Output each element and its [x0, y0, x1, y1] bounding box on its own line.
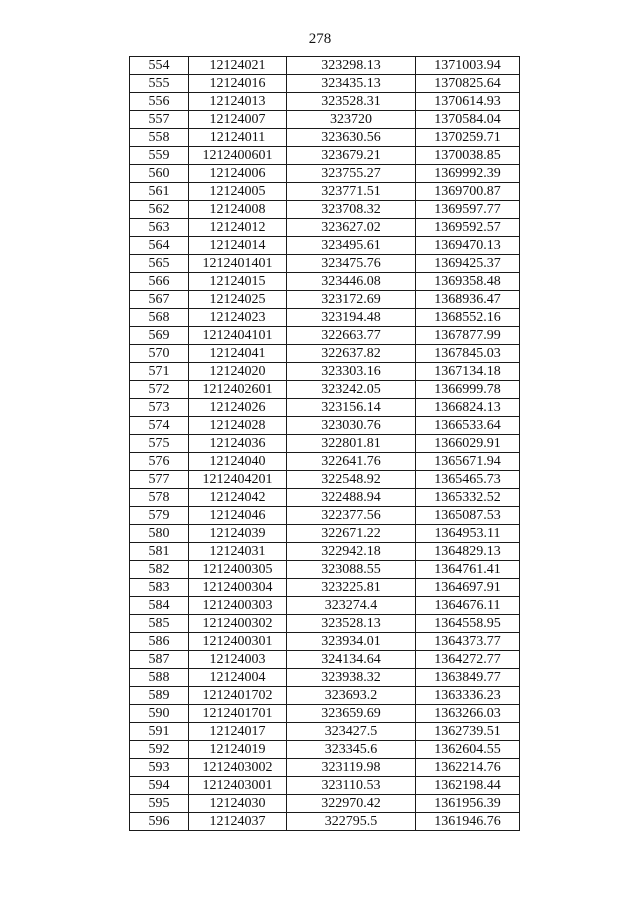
x-coordinate-cell: 323088.55	[287, 561, 416, 579]
point-id-cell: 12124005	[189, 183, 287, 201]
row-number-cell: 580	[130, 525, 189, 543]
x-coordinate-cell: 323771.51	[287, 183, 416, 201]
table-row	[130, 579, 520, 597]
y-coordinate-cell: 1364953.11	[416, 525, 520, 543]
x-coordinate-cell: 323172.69	[287, 291, 416, 309]
x-coordinate-cell: 323693.2	[287, 687, 416, 705]
y-coordinate-cell: 1363849.77	[416, 669, 520, 687]
point-id-cell: 12124012	[189, 219, 287, 237]
table-row	[130, 651, 520, 669]
point-id-cell: 1212403002	[189, 759, 287, 777]
row-number-cell: 583	[130, 579, 189, 597]
point-id-cell: 12124020	[189, 363, 287, 381]
x-coordinate-cell: 323495.61	[287, 237, 416, 255]
y-coordinate-cell: 1362604.55	[416, 741, 520, 759]
x-coordinate-cell: 322377.56	[287, 507, 416, 525]
x-coordinate-cell: 322637.82	[287, 345, 416, 363]
page-number: 278	[308, 31, 332, 47]
y-coordinate-cell: 1369597.77	[416, 201, 520, 219]
point-id-cell: 12124046	[189, 507, 287, 525]
y-coordinate-cell: 1363266.03	[416, 705, 520, 723]
y-coordinate-cell: 1369425.37	[416, 255, 520, 273]
point-id-cell: 12124039	[189, 525, 287, 543]
x-coordinate-cell: 323194.48	[287, 309, 416, 327]
point-id-cell: 12124015	[189, 273, 287, 291]
table-row	[130, 597, 520, 615]
y-coordinate-cell: 1368552.16	[416, 309, 520, 327]
y-coordinate-cell: 1362214.76	[416, 759, 520, 777]
x-coordinate-cell: 323755.27	[287, 165, 416, 183]
row-number-cell: 562	[130, 201, 189, 219]
point-id-cell: 1212404101	[189, 327, 287, 345]
y-coordinate-cell: 1369992.39	[416, 165, 520, 183]
x-coordinate-cell: 323119.98	[287, 759, 416, 777]
table-row	[130, 57, 520, 75]
point-id-cell: 1212400303	[189, 597, 287, 615]
point-id-cell: 1212400304	[189, 579, 287, 597]
y-coordinate-cell: 1367134.18	[416, 363, 520, 381]
table-row	[130, 759, 520, 777]
table-row	[130, 813, 520, 831]
row-number-cell: 582	[130, 561, 189, 579]
table-row	[130, 345, 520, 363]
point-id-cell: 12124040	[189, 453, 287, 471]
x-coordinate-cell: 322970.42	[287, 795, 416, 813]
x-coordinate-cell: 322641.76	[287, 453, 416, 471]
y-coordinate-cell: 1371003.94	[416, 57, 520, 75]
x-coordinate-cell: 322671.22	[287, 525, 416, 543]
row-number-cell: 559	[130, 147, 189, 165]
y-coordinate-cell: 1368936.47	[416, 291, 520, 309]
y-coordinate-cell: 1370825.64	[416, 75, 520, 93]
y-coordinate-cell: 1364676.11	[416, 597, 520, 615]
x-coordinate-cell: 324134.64	[287, 651, 416, 669]
y-coordinate-cell: 1369592.57	[416, 219, 520, 237]
y-coordinate-cell: 1362198.44	[416, 777, 520, 795]
y-coordinate-cell: 1370038.85	[416, 147, 520, 165]
point-id-cell: 12124037	[189, 813, 287, 831]
table-row	[130, 543, 520, 561]
table-row	[130, 615, 520, 633]
point-id-cell: 12124019	[189, 741, 287, 759]
x-coordinate-cell: 323938.32	[287, 669, 416, 687]
x-coordinate-cell: 323110.53	[287, 777, 416, 795]
row-number-cell: 592	[130, 741, 189, 759]
row-number-cell: 595	[130, 795, 189, 813]
point-id-cell: 1212400301	[189, 633, 287, 651]
table-row	[130, 309, 520, 327]
y-coordinate-cell: 1365087.53	[416, 507, 520, 525]
x-coordinate-cell: 323345.6	[287, 741, 416, 759]
point-id-cell: 1212402601	[189, 381, 287, 399]
row-number-cell: 594	[130, 777, 189, 795]
table-row	[130, 633, 520, 651]
point-id-cell: 12124028	[189, 417, 287, 435]
y-coordinate-cell: 1361946.76	[416, 813, 520, 831]
row-number-cell: 593	[130, 759, 189, 777]
y-coordinate-cell: 1365465.73	[416, 471, 520, 489]
x-coordinate-cell: 322663.77	[287, 327, 416, 345]
y-coordinate-cell: 1366029.91	[416, 435, 520, 453]
y-coordinate-cell: 1369700.87	[416, 183, 520, 201]
table-row	[130, 75, 520, 93]
row-number-cell: 575	[130, 435, 189, 453]
row-number-cell: 586	[130, 633, 189, 651]
x-coordinate-cell: 323030.76	[287, 417, 416, 435]
row-number-cell: 585	[130, 615, 189, 633]
x-coordinate-cell: 323242.05	[287, 381, 416, 399]
table-row	[130, 219, 520, 237]
row-number-cell: 556	[130, 93, 189, 111]
row-number-cell: 570	[130, 345, 189, 363]
y-coordinate-cell: 1364697.91	[416, 579, 520, 597]
row-number-cell: 563	[130, 219, 189, 237]
table-row	[130, 489, 520, 507]
table-row	[130, 795, 520, 813]
table-row	[130, 471, 520, 489]
row-number-cell: 576	[130, 453, 189, 471]
point-id-cell: 12124013	[189, 93, 287, 111]
x-coordinate-cell: 323720	[287, 111, 416, 129]
point-id-cell: 12124017	[189, 723, 287, 741]
x-coordinate-cell: 322548.92	[287, 471, 416, 489]
x-coordinate-cell: 323225.81	[287, 579, 416, 597]
table-row	[130, 507, 520, 525]
point-id-cell: 1212400305	[189, 561, 287, 579]
x-coordinate-cell: 322942.18	[287, 543, 416, 561]
x-coordinate-cell: 323630.56	[287, 129, 416, 147]
y-coordinate-cell: 1365671.94	[416, 453, 520, 471]
y-coordinate-cell: 1366999.78	[416, 381, 520, 399]
y-coordinate-cell: 1369470.13	[416, 237, 520, 255]
table-row	[130, 201, 520, 219]
point-id-cell: 12124021	[189, 57, 287, 75]
row-number-cell: 571	[130, 363, 189, 381]
table-row	[130, 183, 520, 201]
row-number-cell: 577	[130, 471, 189, 489]
y-coordinate-cell: 1365332.52	[416, 489, 520, 507]
y-coordinate-cell: 1364272.77	[416, 651, 520, 669]
point-id-cell: 12124036	[189, 435, 287, 453]
y-coordinate-cell: 1370614.93	[416, 93, 520, 111]
table-row	[130, 147, 520, 165]
table-row	[130, 111, 520, 129]
point-id-cell: 1212401401	[189, 255, 287, 273]
table-row	[130, 165, 520, 183]
row-number-cell: 566	[130, 273, 189, 291]
y-coordinate-cell: 1364829.13	[416, 543, 520, 561]
table-row	[130, 237, 520, 255]
x-coordinate-cell: 323679.21	[287, 147, 416, 165]
table-row	[130, 273, 520, 291]
table-row	[130, 453, 520, 471]
y-coordinate-cell: 1363336.23	[416, 687, 520, 705]
x-coordinate-cell: 323528.31	[287, 93, 416, 111]
coordinates-table	[129, 56, 520, 831]
table-row	[130, 93, 520, 111]
point-id-cell: 1212403001	[189, 777, 287, 795]
row-number-cell: 555	[130, 75, 189, 93]
row-number-cell: 587	[130, 651, 189, 669]
y-coordinate-cell: 1366533.64	[416, 417, 520, 435]
y-coordinate-cell: 1367845.03	[416, 345, 520, 363]
row-number-cell: 579	[130, 507, 189, 525]
row-number-cell: 569	[130, 327, 189, 345]
point-id-cell: 12124023	[189, 309, 287, 327]
y-coordinate-cell: 1369358.48	[416, 273, 520, 291]
y-coordinate-cell: 1370259.71	[416, 129, 520, 147]
x-coordinate-cell: 323528.13	[287, 615, 416, 633]
point-id-cell: 12124007	[189, 111, 287, 129]
x-coordinate-cell: 323435.13	[287, 75, 416, 93]
row-number-cell: 591	[130, 723, 189, 741]
table-row	[130, 255, 520, 273]
row-number-cell: 560	[130, 165, 189, 183]
row-number-cell: 590	[130, 705, 189, 723]
x-coordinate-cell: 323659.69	[287, 705, 416, 723]
x-coordinate-cell: 323303.16	[287, 363, 416, 381]
row-number-cell: 554	[130, 57, 189, 75]
table-row	[130, 705, 520, 723]
x-coordinate-cell: 323274.4	[287, 597, 416, 615]
table-row	[130, 561, 520, 579]
point-id-cell: 1212401702	[189, 687, 287, 705]
point-id-cell: 1212400601	[189, 147, 287, 165]
row-number-cell: 581	[130, 543, 189, 561]
row-number-cell: 568	[130, 309, 189, 327]
x-coordinate-cell: 323934.01	[287, 633, 416, 651]
x-coordinate-cell: 323427.5	[287, 723, 416, 741]
x-coordinate-cell: 322795.5	[287, 813, 416, 831]
y-coordinate-cell: 1370584.04	[416, 111, 520, 129]
table-row	[130, 417, 520, 435]
row-number-cell: 573	[130, 399, 189, 417]
row-number-cell: 589	[130, 687, 189, 705]
point-id-cell: 12124016	[189, 75, 287, 93]
row-number-cell: 561	[130, 183, 189, 201]
point-id-cell: 12124011	[189, 129, 287, 147]
table-row	[130, 435, 520, 453]
y-coordinate-cell: 1364373.77	[416, 633, 520, 651]
x-coordinate-cell: 323298.13	[287, 57, 416, 75]
table-row	[130, 399, 520, 417]
point-id-cell: 1212404201	[189, 471, 287, 489]
point-id-cell: 12124042	[189, 489, 287, 507]
table-row	[130, 363, 520, 381]
row-number-cell: 596	[130, 813, 189, 831]
table-row	[130, 129, 520, 147]
y-coordinate-cell: 1362739.51	[416, 723, 520, 741]
point-id-cell: 12124030	[189, 795, 287, 813]
point-id-cell: 12124031	[189, 543, 287, 561]
point-id-cell: 12124025	[189, 291, 287, 309]
table-body	[130, 57, 520, 831]
table-row	[130, 687, 520, 705]
point-id-cell: 12124026	[189, 399, 287, 417]
table-row	[130, 381, 520, 399]
table-row	[130, 327, 520, 345]
x-coordinate-cell: 323627.02	[287, 219, 416, 237]
point-id-cell: 12124006	[189, 165, 287, 183]
row-number-cell: 567	[130, 291, 189, 309]
table-row	[130, 669, 520, 687]
table-row	[130, 741, 520, 759]
y-coordinate-cell: 1364761.41	[416, 561, 520, 579]
row-number-cell: 588	[130, 669, 189, 687]
point-id-cell: 1212400302	[189, 615, 287, 633]
row-number-cell: 564	[130, 237, 189, 255]
table-row	[130, 291, 520, 309]
y-coordinate-cell: 1366824.13	[416, 399, 520, 417]
row-number-cell: 565	[130, 255, 189, 273]
x-coordinate-cell: 322488.94	[287, 489, 416, 507]
point-id-cell: 12124041	[189, 345, 287, 363]
row-number-cell: 572	[130, 381, 189, 399]
x-coordinate-cell: 323446.08	[287, 273, 416, 291]
point-id-cell: 12124014	[189, 237, 287, 255]
table-row	[130, 777, 520, 795]
row-number-cell: 584	[130, 597, 189, 615]
y-coordinate-cell: 1364558.95	[416, 615, 520, 633]
x-coordinate-cell: 322801.81	[287, 435, 416, 453]
point-id-cell: 12124003	[189, 651, 287, 669]
x-coordinate-cell: 323708.32	[287, 201, 416, 219]
row-number-cell: 557	[130, 111, 189, 129]
point-id-cell: 12124004	[189, 669, 287, 687]
row-number-cell: 558	[130, 129, 189, 147]
point-id-cell: 12124008	[189, 201, 287, 219]
table-row	[130, 723, 520, 741]
x-coordinate-cell: 323475.76	[287, 255, 416, 273]
x-coordinate-cell: 323156.14	[287, 399, 416, 417]
y-coordinate-cell: 1361956.39	[416, 795, 520, 813]
point-id-cell: 1212401701	[189, 705, 287, 723]
row-number-cell: 574	[130, 417, 189, 435]
table-row	[130, 525, 520, 543]
y-coordinate-cell: 1367877.99	[416, 327, 520, 345]
row-number-cell: 578	[130, 489, 189, 507]
